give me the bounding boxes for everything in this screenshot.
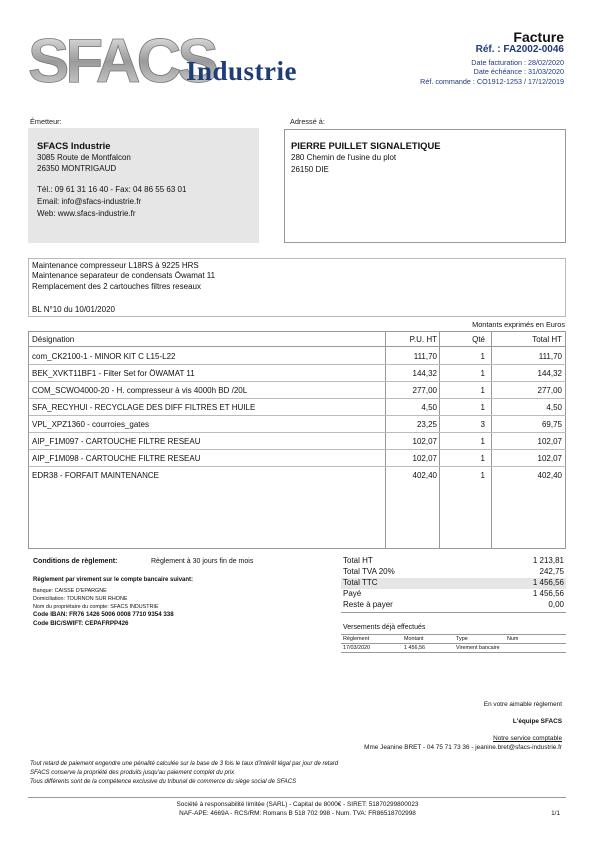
row-separator <box>513 381 566 382</box>
legal-line2: SFACS conserve la propriété des produits jusqu'au paiement complet du prix <box>30 770 235 776</box>
row-separator <box>29 466 513 467</box>
row-qty: 3 <box>480 420 485 429</box>
date-echeance: Date échéance : 31/03/2020 <box>473 67 564 76</box>
row-pu: 277,00 <box>412 386 437 395</box>
row-total: 102,07 <box>537 437 562 446</box>
emitter-email: Email: info@sfacs-industrie.fr <box>37 197 142 206</box>
recipient-label: Adressé à: <box>290 117 325 126</box>
row-separator <box>29 381 513 382</box>
emitter-name: SFACS Industrie <box>37 140 111 151</box>
closing-line1: En votre aimable règlement <box>483 701 562 708</box>
logo-industrie-text: Industrie <box>186 56 298 86</box>
description-bl: BL N°10 du 10/01/2020 <box>32 305 115 314</box>
svg-text:SFACS: SFACS <box>28 27 215 96</box>
total-label: Total HT <box>343 556 373 565</box>
page-number: 1/1 <box>551 810 560 817</box>
row-designation: com_CK2100-1 - MINOR KIT C L15-L22 <box>32 352 176 361</box>
total-value: 1 213,81 <box>532 556 564 565</box>
emitter-web: Web: www.sfacs-industrie.fr <box>37 209 136 218</box>
row-separator <box>513 398 566 399</box>
emitter-address1: 3085 Route de Montfalcon <box>37 153 131 162</box>
row-designation: COM_SCWO4000-20 - H. compresseur à vis 4000h BD /20L <box>32 386 248 395</box>
total-value: 0,00 <box>548 600 564 609</box>
recipient-address2: 26150 DIE <box>291 165 329 174</box>
row-separator <box>513 364 566 365</box>
versements-title: Versements déjà effectués <box>343 624 426 631</box>
footer-line1: Société à responsabilité limitée (SARL) - Capital de 8000€ - SIRET: 51870299800023 <box>176 801 419 808</box>
row-qty: 1 <box>480 403 485 412</box>
total-value: 1 456,56 <box>532 578 564 587</box>
row-total: 69,75 <box>541 420 562 429</box>
description-line1: Maintenance compresseur L18RS à 9225 HRS <box>32 261 199 270</box>
description-line3: Remplacement des 2 cartouches filtres reseaux <box>32 282 201 291</box>
versement-montant: 1 456,56 <box>404 645 425 651</box>
row-separator <box>513 415 566 416</box>
row-separator <box>29 415 513 416</box>
row-separator <box>513 449 566 450</box>
ref-commande: Réf. commande : CO1912-1253 / 17/12/2019 <box>420 77 564 86</box>
row-qty: 1 <box>480 386 485 395</box>
row-pu: 23,25 <box>416 420 437 429</box>
versements-header-montant: Montant <box>404 636 424 642</box>
row-designation: SFA_RECYHUI - RECYCLAGE DES DIFF FILTRES ET HUILE <box>32 403 256 412</box>
row-total: 144,32 <box>537 369 562 378</box>
total-label: Total TVA 20% <box>343 567 395 576</box>
description-line2: Maintenance separateur de condensats Öwamat 11 <box>32 271 216 280</box>
row-pu: 102,07 <box>412 437 437 446</box>
row-pu: 111,70 <box>413 352 437 361</box>
bank-name: Banque: CAISSE D'EPARGNE <box>33 588 107 594</box>
row-pu: 4,50 <box>421 403 437 412</box>
conditions-label: Conditions de règlement: <box>33 558 118 565</box>
versements-header-reglement: Règlement <box>343 636 370 642</box>
emitter-phone: Tél.: 09 61 31 16 40 - Fax: 04 86 55 63 01 <box>37 185 187 194</box>
row-total: 402,40 <box>537 471 562 480</box>
row-separator <box>513 432 566 433</box>
total-row <box>341 589 566 600</box>
total-label: Payé <box>343 589 362 598</box>
total-label: Reste à payer <box>343 600 393 609</box>
description-box <box>28 258 566 317</box>
row-separator <box>29 449 513 450</box>
versement-date: 17/03/2020 <box>343 645 370 651</box>
virement-label: Règlement par virement sur le compte bancaire suivant: <box>33 577 194 583</box>
header-designation: Désignation <box>32 335 75 344</box>
row-designation: AIP_F1M098 - CARTOUCHE FILTRE RESEAU <box>32 454 201 463</box>
total-row <box>341 600 566 613</box>
row-designation: BEK_XVKT11BF1 - Filter Set for ÖWAMAT 11 <box>32 369 195 378</box>
versement-type: Virement bancaire <box>456 645 500 651</box>
row-total: 111,70 <box>538 352 562 361</box>
row-total: 102,07 <box>537 454 562 463</box>
header-pu: P.U. HT <box>409 335 437 344</box>
conditions-value: Règlement à 30 jours fin de mois <box>151 558 254 565</box>
bank-iban: Code IBAN: FR76 1426 5006 0008 7710 9354 338 <box>33 611 174 618</box>
total-row <box>341 567 566 578</box>
header-total: Total HT <box>532 335 562 344</box>
recipient-name: PIERRE PUILLET SIGNALETIQUE <box>291 140 441 151</box>
row-qty: 1 <box>480 437 485 446</box>
row-pu: 402,40 <box>412 471 437 480</box>
row-qty: 1 <box>480 369 485 378</box>
date-facturation: Date facturation : 28/02/2020 <box>471 58 564 67</box>
row-separator <box>513 466 566 467</box>
total-value: 242,75 <box>539 567 564 576</box>
bank-owner: Nom du propriétaire du compte: SFACS INDUSTRIE <box>33 604 159 610</box>
header-qty: Qté <box>472 335 485 344</box>
recipient-address1: 280 Chemin de l'usine du plot <box>291 153 397 162</box>
total-label: Total TTC <box>343 578 378 587</box>
versements-header-num: Num <box>507 636 519 642</box>
row-designation: VPL_XPZ1360 - courroies_gates <box>32 420 149 429</box>
closing-line4: Mme Jeanine BRET - 04 75 71 73 36 - jeanine.bret@sfacs-industrie.fr <box>364 744 562 751</box>
row-pu: 102,07 <box>412 454 437 463</box>
emitter-box <box>28 128 259 243</box>
invoice-ref: Réf. : FA2002-0046 <box>475 44 564 55</box>
total-value: 1 456,56 <box>532 589 564 598</box>
items-table <box>28 331 566 549</box>
row-total: 277,00 <box>537 386 562 395</box>
bank-domiciliation: Domiciliation: TOURNON SUR RHONE <box>33 596 128 602</box>
row-pu: 144,32 <box>412 369 437 378</box>
total-row <box>341 556 566 567</box>
row-qty: 1 <box>480 471 485 480</box>
invoice-title: Facture <box>513 29 564 45</box>
closing-line2: L'équipe SFACS <box>512 718 562 725</box>
row-designation: EDR38 - FORFAIT MAINTENANCE <box>32 471 159 480</box>
currency-note: Montants exprimés en Euros <box>472 320 565 329</box>
legal-line1: Tout retard de paiement engendre une pénalité calculée sur la base de 3 fois le taux d'intérêt légal par jour de retard <box>30 761 339 767</box>
total-row <box>341 578 566 589</box>
sfacs-logo <box>28 24 215 96</box>
footer-line2: NAF-APE: 4669A - RCS/RM: Romans B 518 702 998 - Num. TVA: FR86518702998 <box>179 810 416 817</box>
legal-line3: Tous différents sont de la compétence exclusive du tribunal de commerce du siège social de SFACS <box>30 779 297 785</box>
row-qty: 1 <box>480 352 485 361</box>
row-designation: AIP_F1M097 - CARTOUCHE FILTRE RESEAU <box>32 437 201 446</box>
row-separator <box>29 398 513 399</box>
row-qty: 1 <box>480 454 485 463</box>
row-separator <box>29 364 513 365</box>
emitter-label: Émetteur: <box>30 117 62 126</box>
emitter-address2: 26350 MONTRIGAUD <box>37 164 117 173</box>
row-total: 4,50 <box>546 403 562 412</box>
versements-header-type: Type <box>456 636 468 642</box>
recipient-box <box>284 129 566 243</box>
row-separator <box>29 432 513 433</box>
closing-line3: Notre service comptable <box>493 735 562 742</box>
bank-bic: Code BIC/SWIFT: CEPAFRPP426 <box>33 620 129 627</box>
